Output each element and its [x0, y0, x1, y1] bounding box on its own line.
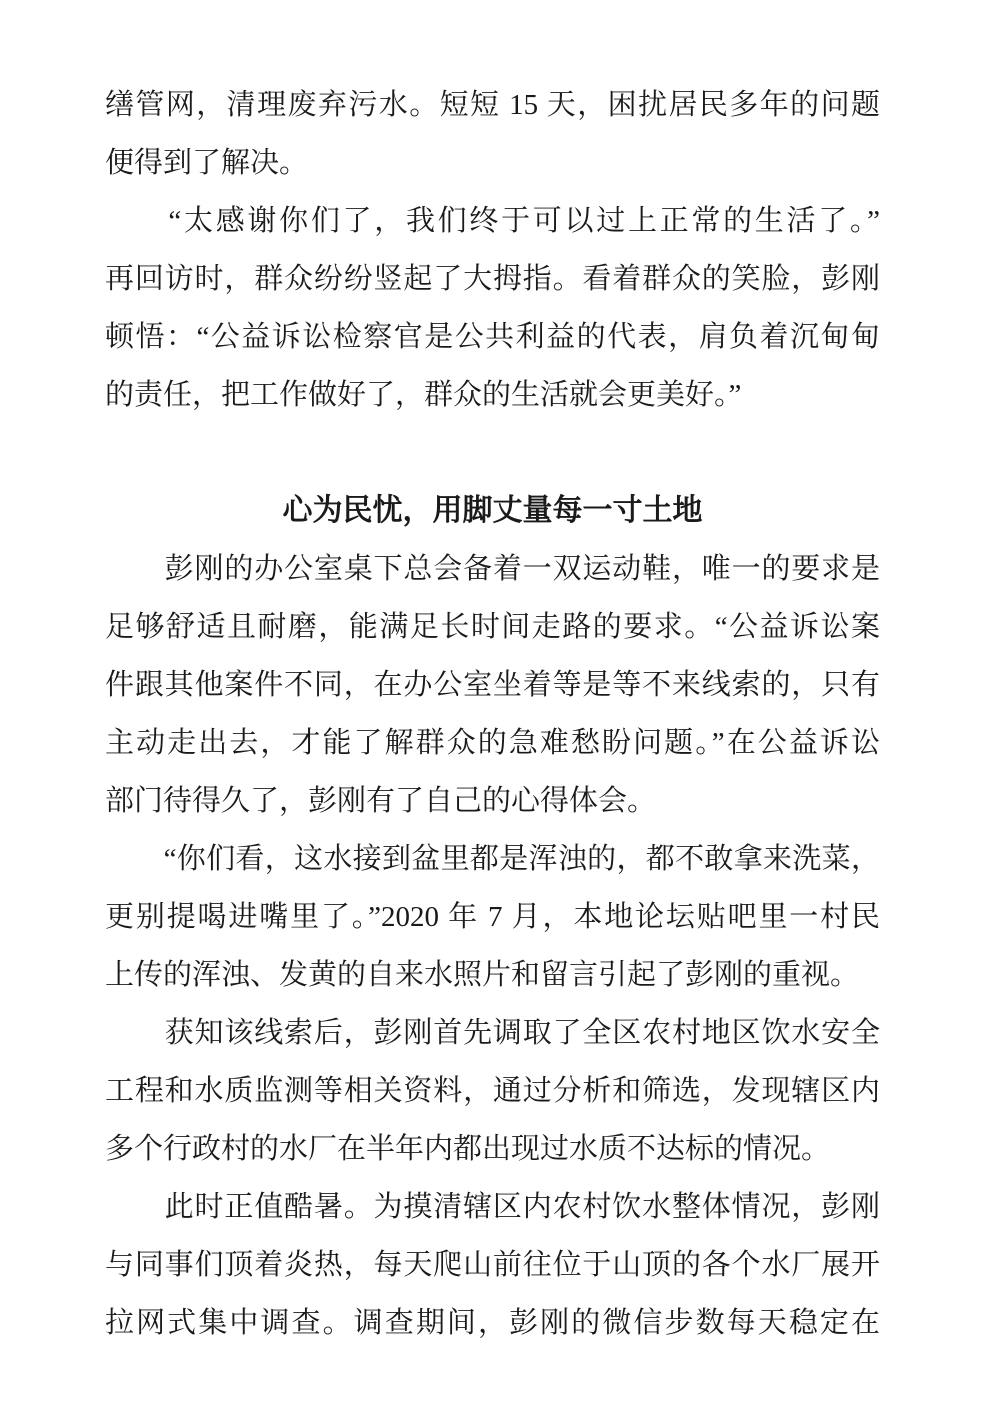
text-line: 主动走出去，才能了解群众的急难愁盼问题。”在公益诉讼: [105, 727, 880, 759]
text-line: 工程和水质监测等相关资料，通过分析和筛选，发现辖区内: [105, 1075, 880, 1107]
text-line: 获知该线索后，彭刚首先调取了全区农村地区饮水安全: [105, 1017, 880, 1049]
text-line: 拉网式集中调查。调查期间，彭刚的微信步数每天稳定在: [105, 1307, 880, 1339]
text-line: 缮管网，清理废弃污水。短短 15 天，困扰居民多年的问题: [105, 89, 880, 121]
text-line: 彭刚的办公室桌下总会备着一双运动鞋，唯一的要求是: [105, 553, 880, 585]
text-line: 顿悟：“公益诉讼检察官是公共利益的代表，肩负着沉甸甸: [105, 321, 880, 353]
text-line: “太感谢你们了，我们终于可以过上正常的生活了。”: [105, 205, 880, 237]
document-body: [105, 76, 880, 1352]
text-line: 的责任，把工作做好了，群众的生活就会更美好。”: [105, 379, 742, 411]
section-heading: 心为民忧，用脚丈量每一寸土地: [282, 494, 703, 527]
text-line: 与同事们顶着炎热，每天爬山前往位于山顶的各个水厂展开: [105, 1249, 880, 1281]
text-line: 上传的浑浊、发黄的自来水照片和留言引起了彭刚的重视。: [105, 959, 860, 991]
text-line: 多个行政村的水厂在半年内都出现过水质不达标的情况。: [105, 1133, 831, 1165]
text-line: 更别提喝进嘴里了。”2020 年 7 月，本地论坛贴吧里一村民: [105, 901, 880, 933]
text-line: 再回访时，群众纷纷竖起了大拇指。看着群众的笑脸，彭刚: [105, 263, 880, 295]
text-line: 部门待得久了，彭刚有了自己的心得体会。: [105, 785, 657, 817]
text-line: 此时正值酷暑。为摸清辖区内农村饮水整体情况，彭刚: [105, 1191, 880, 1223]
blank-line: [105, 424, 880, 482]
text-line: 便得到了解决。: [105, 147, 309, 179]
text-line: 件跟其他案件不同，在办公室坐着等是等不来线索的，只有: [105, 669, 880, 701]
text-line: “你们看，这水接到盆里都是浑浊的，都不敢拿来洗菜，: [105, 843, 880, 875]
text-line: 足够舒适且耐磨，能满足长时间走路的要求。“公益诉讼案: [105, 611, 880, 643]
